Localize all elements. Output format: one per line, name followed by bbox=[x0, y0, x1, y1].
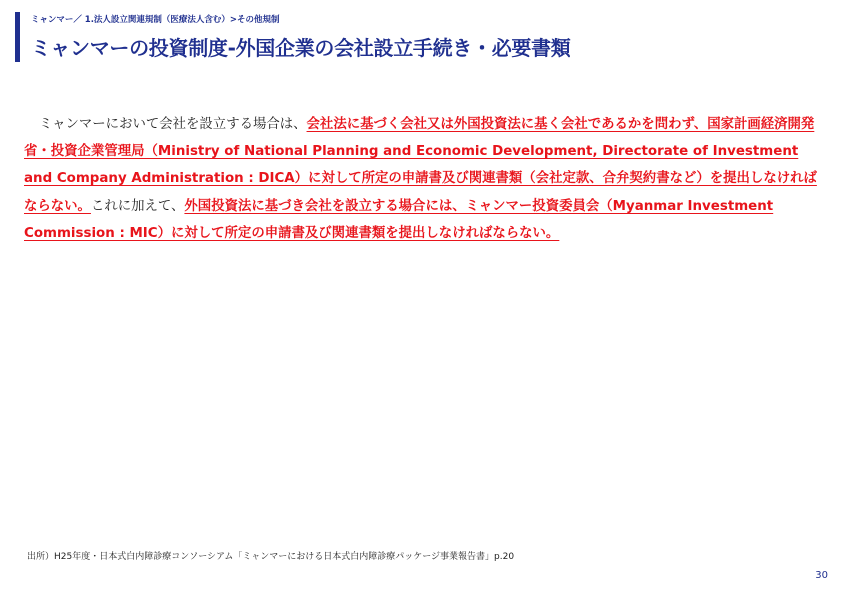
title-accent-bar bbox=[15, 12, 20, 62]
emphasis-mic-requirement: 外国投資法に基づき会社を設立する場合には、ミャンマー投資委員会（Myanmar Investment Commission : MIC）に対して所定の申請書及び関連書類を提出しなければならない。 bbox=[24, 198, 774, 241]
emphasis-dica-requirement: 会社法に基づく会社又は外国投資法に基く会社であるかを問わず、国家計画経済開発省・投資企業管理局（Ministry of National Planning and Economic Development, Directorate of Investment and Company Administration : DICA）に対して所定の申請書及び関連書類（会社定款、合弁契約書など）を提出しなければならない。 bbox=[24, 117, 817, 214]
body-text-addition: これに加えて、 bbox=[90, 198, 185, 214]
source-note: 出所）H25年度・日本式白内障診療コンソーシアム「ミャンマーにおける日本式白内障診療パッケージ事業報告書」p.20 bbox=[27, 552, 515, 562]
page-title: ミャンマーの投資制度-外国企業の会社設立手続き・必要書類 bbox=[31, 36, 571, 60]
body-text-intro: ミャンマーにおいて会社を設立する場合は、 bbox=[39, 117, 307, 132]
page-number: 30 bbox=[815, 570, 828, 581]
body-paragraph bbox=[24, 111, 820, 247]
breadcrumb: ミャンマー／ 1.法人設立関連規制（医療法人含む）>その他規制 bbox=[31, 15, 280, 25]
